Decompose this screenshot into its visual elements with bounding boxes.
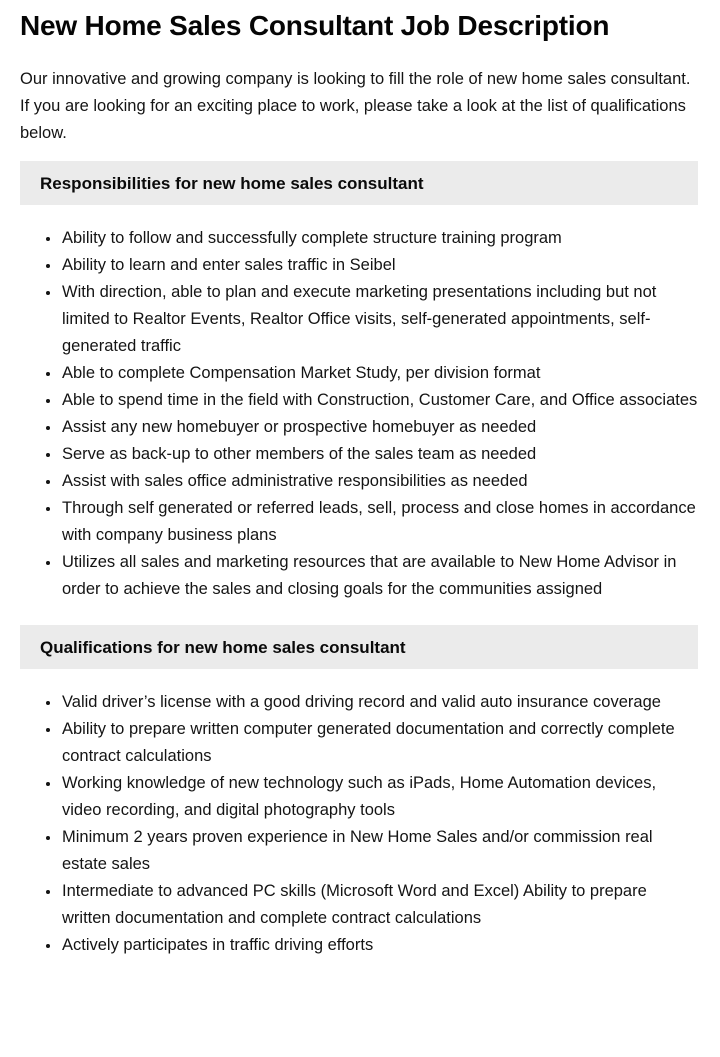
list-item: • Serve as back-up to other members of the sales team as needed: [61, 441, 698, 468]
list-item: • Ability to prepare written computer generated documentation and correctly complete contract calculations: [61, 716, 698, 770]
list-item: • With direction, able to plan and execute marketing presentations including but not limited to Realtor Events, Realtor Office visits, self-generated appointments, self-generated traffic: [61, 279, 698, 360]
list-item: • Working knowledge of new technology such as iPads, Home Automation devices, video recording, and digital photography tools: [61, 770, 698, 824]
list-item: • Minimum 2 years proven experience in New Home Sales and/or commission real estate sales: [61, 824, 698, 878]
list-item: • Actively participates in traffic driving efforts: [61, 932, 698, 959]
list-item: • Ability to follow and successfully complete structure training program: [61, 225, 698, 252]
list-item: • Assist with sales office administrative responsibilities as needed: [61, 468, 698, 495]
page-title: New Home Sales Consultant Job Description: [20, 10, 610, 41]
list-item: • Ability to learn and enter sales traffic in Seibel: [61, 252, 698, 279]
list-item: • Through self generated or referred leads, sell, process and close homes in accordance with company business plans: [61, 495, 698, 549]
qualifications-list: [20, 689, 698, 959]
intro-paragraph: Our innovative and growing company is looking to fill the role of new home sales consultant. If you are looking for an exciting place to work, please take a look at the list of qualifications below.: [20, 70, 691, 142]
list-item: • Utilizes all sales and marketing resources that are available to New Home Advisor in order to achieve the sales and closing goals for the communities assigned: [61, 549, 698, 603]
list-item: • Valid driver’s license with a good driving record and valid auto insurance coverage: [61, 689, 698, 716]
list-item: • Able to spend time in the field with Construction, Customer Care, and Office associates: [61, 387, 698, 414]
list-item: • Able to complete Compensation Market Study, per division format: [61, 360, 698, 387]
list-item: • Intermediate to advanced PC skills (Microsoft Word and Excel) Ability to prepare written documentation and complete contract calculations: [61, 878, 698, 932]
responsibilities-list: [20, 225, 698, 603]
section-heading-responsibilities: Responsibilities for new home sales consultant: [20, 161, 698, 205]
list-item: • Assist any new homebuyer or prospective homebuyer as needed: [61, 414, 698, 441]
section-heading-qualifications: Qualifications for new home sales consultant: [20, 625, 698, 669]
